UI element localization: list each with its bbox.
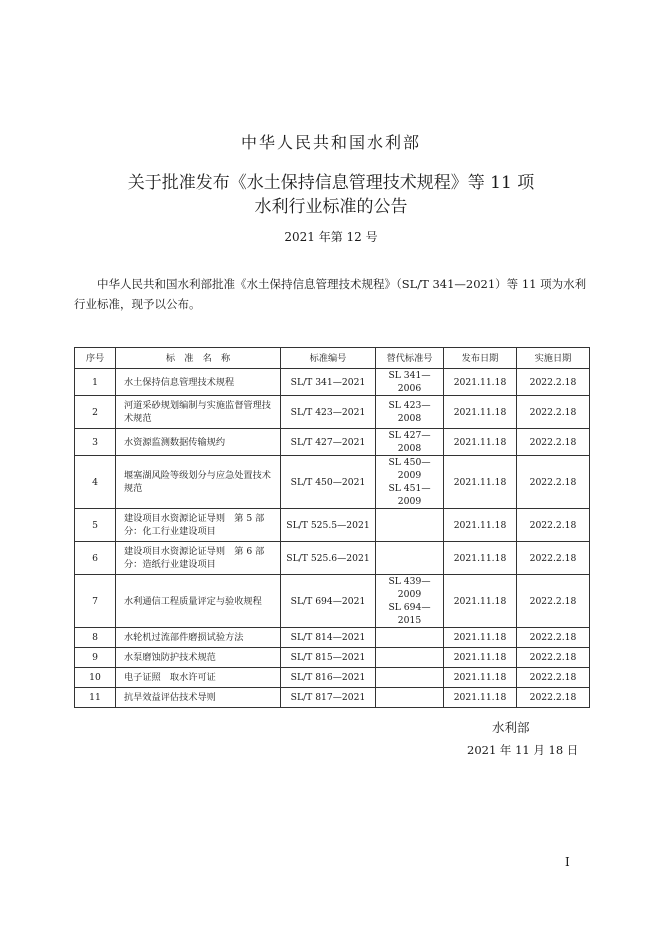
cell-code: SL/T 814—2021 (281, 628, 376, 648)
cell-effective-date: 2022.2.18 (517, 688, 590, 708)
cell-effective-date: 2022.2.18 (517, 369, 590, 396)
table-row (75, 369, 590, 396)
table-row (75, 628, 590, 648)
issuing-organization: 中华人民共和国水利部 (240, 133, 421, 152)
table-row (75, 509, 590, 542)
table-row (75, 575, 590, 628)
cell-publish-date: 2021.11.18 (444, 396, 517, 429)
cell-code: SL/T 450—2021 (281, 456, 376, 509)
cell-effective-date: 2022.2.18 (517, 396, 590, 429)
cell-publish-date: 2021.11.18 (444, 369, 517, 396)
cell-name: 水利通信工程质量评定与验收规程 (116, 575, 281, 628)
header-replace: 替代标准号 (376, 348, 444, 369)
cell-no: 6 (75, 542, 116, 575)
table-row (75, 688, 590, 708)
header-effective-date: 实施日期 (517, 348, 590, 369)
header-no: 序号 (75, 348, 116, 369)
cell-name: 建设项目水资源论证导则 第 6 部分：造纸行业建设项目 (116, 542, 281, 575)
table-row (75, 396, 590, 429)
cell-publish-date: 2021.11.18 (444, 575, 517, 628)
cell-name: 水资源监测数据传输规约 (116, 429, 281, 456)
cell-effective-date: 2022.2.18 (517, 509, 590, 542)
cell-replace (376, 509, 444, 542)
replaced-standard-code: SL 694—2015 (388, 602, 431, 626)
cell-code: SL/T 815—2021 (281, 648, 376, 668)
cell-publish-date: 2021.11.18 (444, 648, 517, 668)
cell-replace (376, 542, 444, 575)
cell-publish-date: 2021.11.18 (444, 668, 517, 688)
cell-publish-date: 2021.11.18 (444, 628, 517, 648)
standards-table (74, 347, 590, 708)
cell-no: 7 (75, 575, 116, 628)
signature-date: 2021 年 11 月 18 日 (467, 743, 579, 757)
table-row (75, 456, 590, 509)
document-title-line2: 水利行业标准的公告 (254, 197, 408, 217)
cell-publish-date: 2021.11.18 (444, 542, 517, 575)
cell-code: SL/T 423—2021 (281, 396, 376, 429)
replaced-standard-code: SL 439—2009 (388, 576, 431, 600)
cell-name: 堰塞湖风险等级划分与应急处置技术规范 (116, 456, 281, 509)
document-number: 2021 年第 12 号 (284, 230, 378, 244)
cell-code: SL/T 817—2021 (281, 688, 376, 708)
cell-replace (376, 648, 444, 668)
table-row (75, 668, 590, 688)
cell-code: SL/T 525.5—2021 (281, 509, 376, 542)
cell-code: SL/T 525.6—2021 (281, 542, 376, 575)
cell-publish-date: 2021.11.18 (444, 509, 517, 542)
header-code: 标准编号 (281, 348, 376, 369)
cell-effective-date: 2022.2.18 (517, 668, 590, 688)
cell-no: 9 (75, 648, 116, 668)
replaced-standard-code: SL 427—2008 (388, 430, 431, 454)
cell-replace (376, 688, 444, 708)
replaced-standard-code: SL 341—2006 (388, 370, 431, 394)
cell-replace (376, 369, 444, 396)
replaced-standard-code: SL 451—2009 (388, 483, 431, 507)
cell-replace (376, 396, 444, 429)
cell-no: 3 (75, 429, 116, 456)
cell-name: 抗旱效益评估技术导则 (116, 688, 281, 708)
cell-code: SL/T 341—2021 (281, 369, 376, 396)
page-number: I (565, 855, 570, 869)
signature-organization: 水利部 (492, 720, 530, 735)
cell-no: 8 (75, 628, 116, 648)
cell-publish-date: 2021.11.18 (444, 429, 517, 456)
cell-replace (376, 575, 444, 628)
cell-no: 1 (75, 369, 116, 396)
cell-no: 10 (75, 668, 116, 688)
document-title-line1: 关于批准发布《水土保持信息管理技术规程》等 11 项 (127, 173, 535, 193)
replaced-standard-code: SL 450—2009 (388, 457, 431, 481)
header-name: 标 准 名 称 (116, 348, 281, 369)
cell-name: 建设项目水资源论证导则 第 5 部分：化工行业建设项目 (116, 509, 281, 542)
header-publish-date: 发布日期 (444, 348, 517, 369)
table-row (75, 542, 590, 575)
cell-replace (376, 668, 444, 688)
cell-effective-date: 2022.2.18 (517, 648, 590, 668)
cell-effective-date: 2022.2.18 (517, 575, 590, 628)
cell-name: 水土保持信息管理技术规程 (116, 369, 281, 396)
cell-publish-date: 2021.11.18 (444, 456, 517, 509)
cell-effective-date: 2022.2.18 (517, 628, 590, 648)
cell-publish-date: 2021.11.18 (444, 688, 517, 708)
announcement-paragraph: 中华人民共和国水利部批准《水土保持信息管理技术规程》（SL/T 341—2021）等 11 项为水利行业标准，现予以公布。 (74, 277, 587, 311)
cell-name: 水轮机过流部件磨损试验方法 (116, 628, 281, 648)
cell-replace (376, 628, 444, 648)
cell-replace (376, 429, 444, 456)
cell-name: 河道采砂规划编制与实施监督管理技术规范 (116, 396, 281, 429)
cell-no: 2 (75, 396, 116, 429)
cell-effective-date: 2022.2.18 (517, 456, 590, 509)
replaced-standard-code: SL 423—2008 (388, 400, 431, 424)
table-header-row (75, 348, 590, 369)
cell-replace (376, 456, 444, 509)
cell-name: 水泵磨蚀防护技术规范 (116, 648, 281, 668)
cell-code: SL/T 816—2021 (281, 668, 376, 688)
cell-effective-date: 2022.2.18 (517, 542, 590, 575)
cell-no: 4 (75, 456, 116, 509)
cell-no: 11 (75, 688, 116, 708)
table-row (75, 648, 590, 668)
cell-code: SL/T 427—2021 (281, 429, 376, 456)
cell-effective-date: 2022.2.18 (517, 429, 590, 456)
cell-code: SL/T 694—2021 (281, 575, 376, 628)
cell-no: 5 (75, 509, 116, 542)
table-row (75, 429, 590, 456)
cell-name: 电子证照 取水许可证 (116, 668, 281, 688)
